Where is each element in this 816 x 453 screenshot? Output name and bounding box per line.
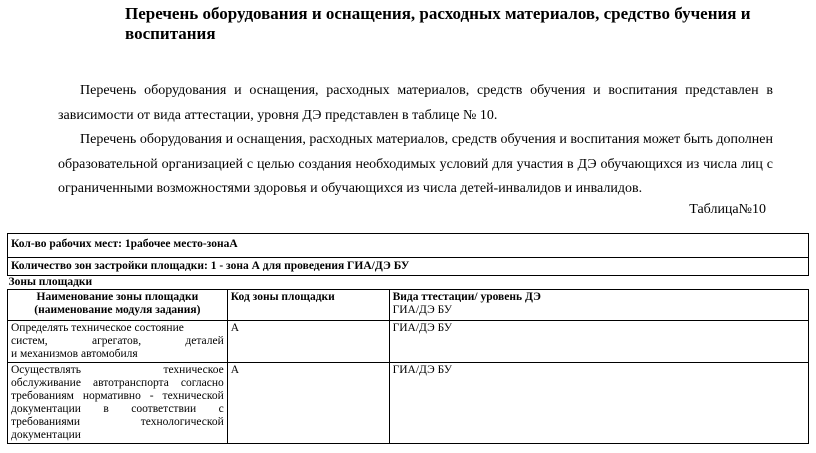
zone-code-cell: А	[227, 363, 389, 444]
section-title-cell: Зоны площадки	[8, 276, 93, 288]
table-row	[8, 363, 809, 444]
zone-code-header: Код зоны площадки	[227, 290, 389, 321]
attestation-cell: ГИА/ДЭ БУ	[389, 321, 808, 363]
zone-name-line: документации	[11, 429, 81, 441]
zone-name-line: и механизмов автомобиля	[11, 348, 138, 360]
zones-count-cell: Количество зон застройки площадки: 1 - зона А для проведения ГИА/ДЭ БУ	[8, 258, 809, 276]
table-caption: Таблица№10	[689, 202, 766, 217]
section-heading: Перечень оборудования и оснащения, расходных материалов, средство бучения и воспитания	[125, 4, 751, 43]
zone-name-line: систем, агрегатов, деталей	[11, 335, 224, 347]
zone-name-header	[8, 290, 228, 321]
zone-name-line: требованиям нормативно - технической	[11, 390, 224, 402]
section-title-row	[8, 276, 809, 290]
attestation-header-line2: ГИА/ДЭ БУ	[392, 304, 452, 316]
supplement-paragraph: Перечень оборудования и оснащения, расходных материалов, средств обучения и воспитания может быть дополнен образовательной организацией с целью создания необходимых условий для участия в ДЭ обучающихся из числа лиц с ограниченными возможностями здоровья и обучающихся из числа детей-инвалидов и инвалидов.	[58, 132, 773, 196]
table-row	[8, 321, 809, 363]
intro-paragraph: Перечень оборудования и оснащения, расходных материалов, средств обучения и воспитания представлен в зависимости от вида аттестации, уровня ДЭ представлен в таблице № 10.	[58, 83, 773, 123]
zones-count-row	[8, 258, 809, 276]
zone-code-cell: А	[227, 321, 389, 363]
equipment-table	[7, 233, 809, 444]
zone-name-line: обслуживание автотранспорта согласно	[11, 377, 224, 389]
zone-name-header-line1: Наименование зоны площадки	[36, 291, 199, 303]
workplaces-cell: Кол-во рабочих мест: 1рабочее место-зонаА	[8, 234, 809, 258]
workplaces-row	[8, 234, 809, 258]
attestation-cell: ГИА/ДЭ БУ	[389, 363, 808, 444]
zone-name-line: документации в соответствии с	[11, 403, 224, 415]
zone-name-line: Определять техническое состояние	[11, 322, 184, 334]
header-row	[8, 290, 809, 321]
attestation-header-line1: Вида ттестации/ уровень ДЭ	[392, 291, 541, 303]
zone-name-cell	[8, 363, 228, 444]
zone-name-cell	[8, 321, 228, 363]
attestation-header	[389, 290, 808, 321]
zone-name-header-line2: (наименование модуля задания)	[34, 304, 201, 316]
zone-name-line: Осуществлять техническое	[11, 364, 224, 376]
zone-name-line: требованиями технологической	[11, 416, 224, 428]
